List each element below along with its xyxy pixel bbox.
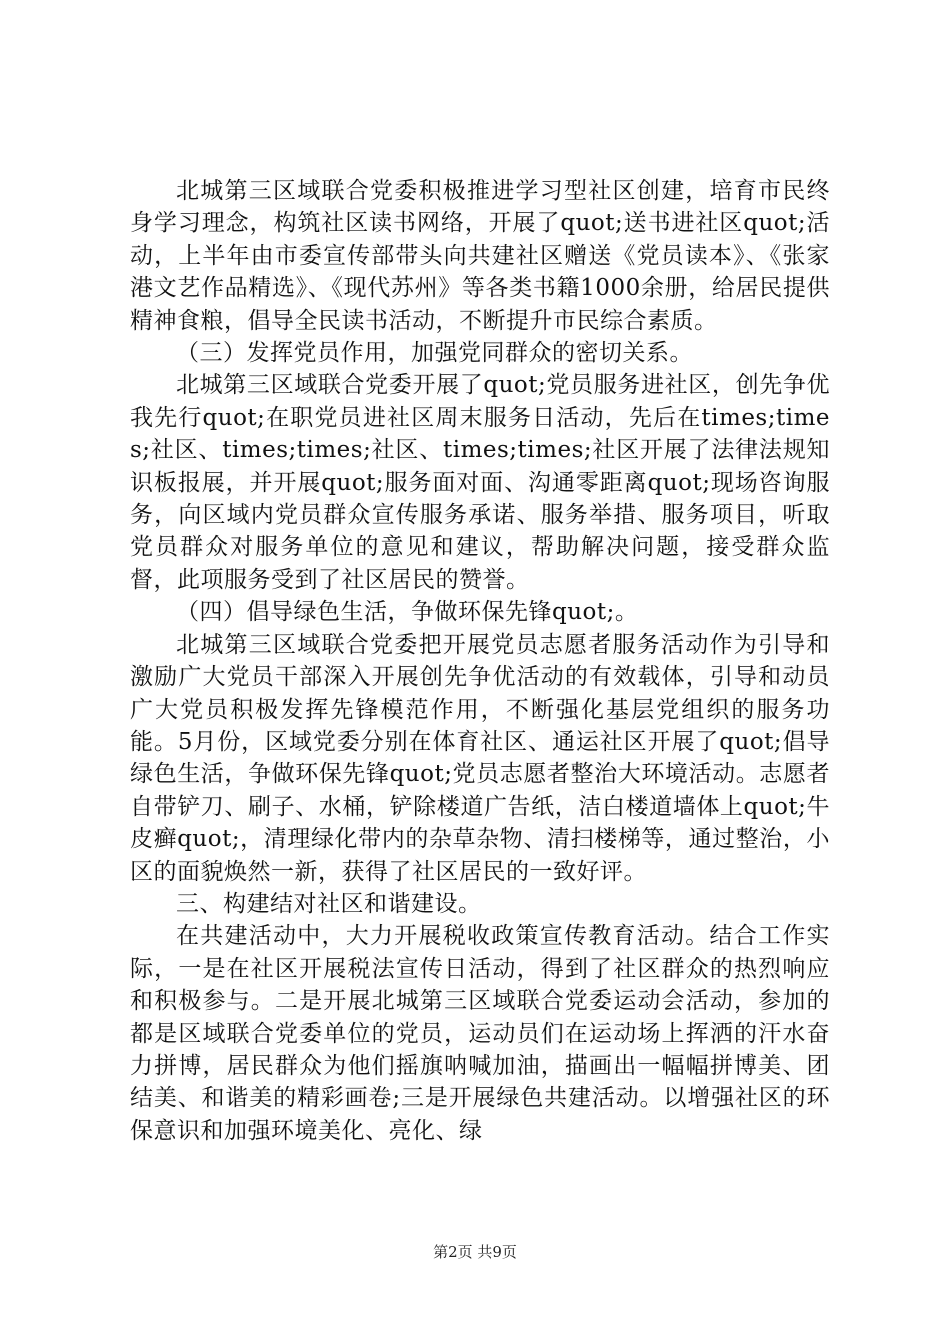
paragraph-volunteer-service: 北城第三区域联合党委把开展党员志愿者服务活动作为引导和激励广大党员干部深入开展创先争优活动的有效载体，引导和动员广大党员积极发挥先锋模范作用，不断强化基层党组织的服务功能。5月份，区域党委分别在体育社区、通运社区开展了quot;倡导绿色生活，争做环保先锋quot;党员志愿者整治大环境活动。志愿者自带铲刀、刷子、水桶，铲除楼道广告纸，洁白楼道墙体上quot;牛皮癣quot;，清理绿化带内的杂草杂物、清扫楼梯等，通过整治，小区的面貌焕然一新，获得了社区居民的一致好评。 (130, 631, 830, 885)
paragraph-party-service: 北城第三区域联合党委开展了quot;党员服务进社区，创先争优我先行quot;在职党员进社区周末服务日活动，先后在times;times;社区、times;times;社区、times;times;社区开展了法律法规知识板报展，并开展quot;服务面对面、沟通零距离quot;现场咨询服务，向区域内党员群众宣传服务承诺、服务举措、服务项目，听取党员群众对服务单位的意见和建议，帮助解决问题，接受群众监督，此项服务受到了社区居民的赞誉。 (130, 372, 830, 593)
paragraph-tax-activities: 在共建活动中，大力开展税收政策宣传教育活动。结合工作实际，一是在社区开展税法宣传日活动，得到了社区群众的热烈响应和积极参与。二是开展北城第三区域联合党委运动会活动，参加的都是区域联合党委单位的党员，运动员们在运动场上挥洒的汗水奋力拼博，居民群众为他们摇旗呐喊加油，描画出一幅幅拼博美、团结美、和谐美的精彩画卷;三是开展绿色共建活动。以增强社区的环保意识和加强环境美化、亮化、绿 (130, 923, 830, 1144)
paragraph-reading-activity: 北城第三区域联合党委积极推进学习型社区创建，培育市民终身学习理念，构筑社区读书网络，开展了quot;送书进社区quot;活动，上半年由市委宣传部带头向共建社区赠送《党员读本》、《张家港文艺作品精选》、《现代苏州》等各类书籍1000余册，给居民提供精神食粮，倡导全民读书活动，不断提升市民综合素质。 (130, 178, 830, 334)
section-heading-party-role: （三）发挥党员作用，加强党同群众的密切关系。 (176, 340, 693, 367)
section-heading-harmony: 三、构建结对社区和谐建设。 (176, 890, 482, 917)
page-number-footer: 第2页 共9页 (433, 1243, 517, 1261)
document-body (130, 175, 830, 1147)
section-heading-green-life: （四）倡导绿色生活，争做环保先锋quot;。 (176, 599, 639, 626)
